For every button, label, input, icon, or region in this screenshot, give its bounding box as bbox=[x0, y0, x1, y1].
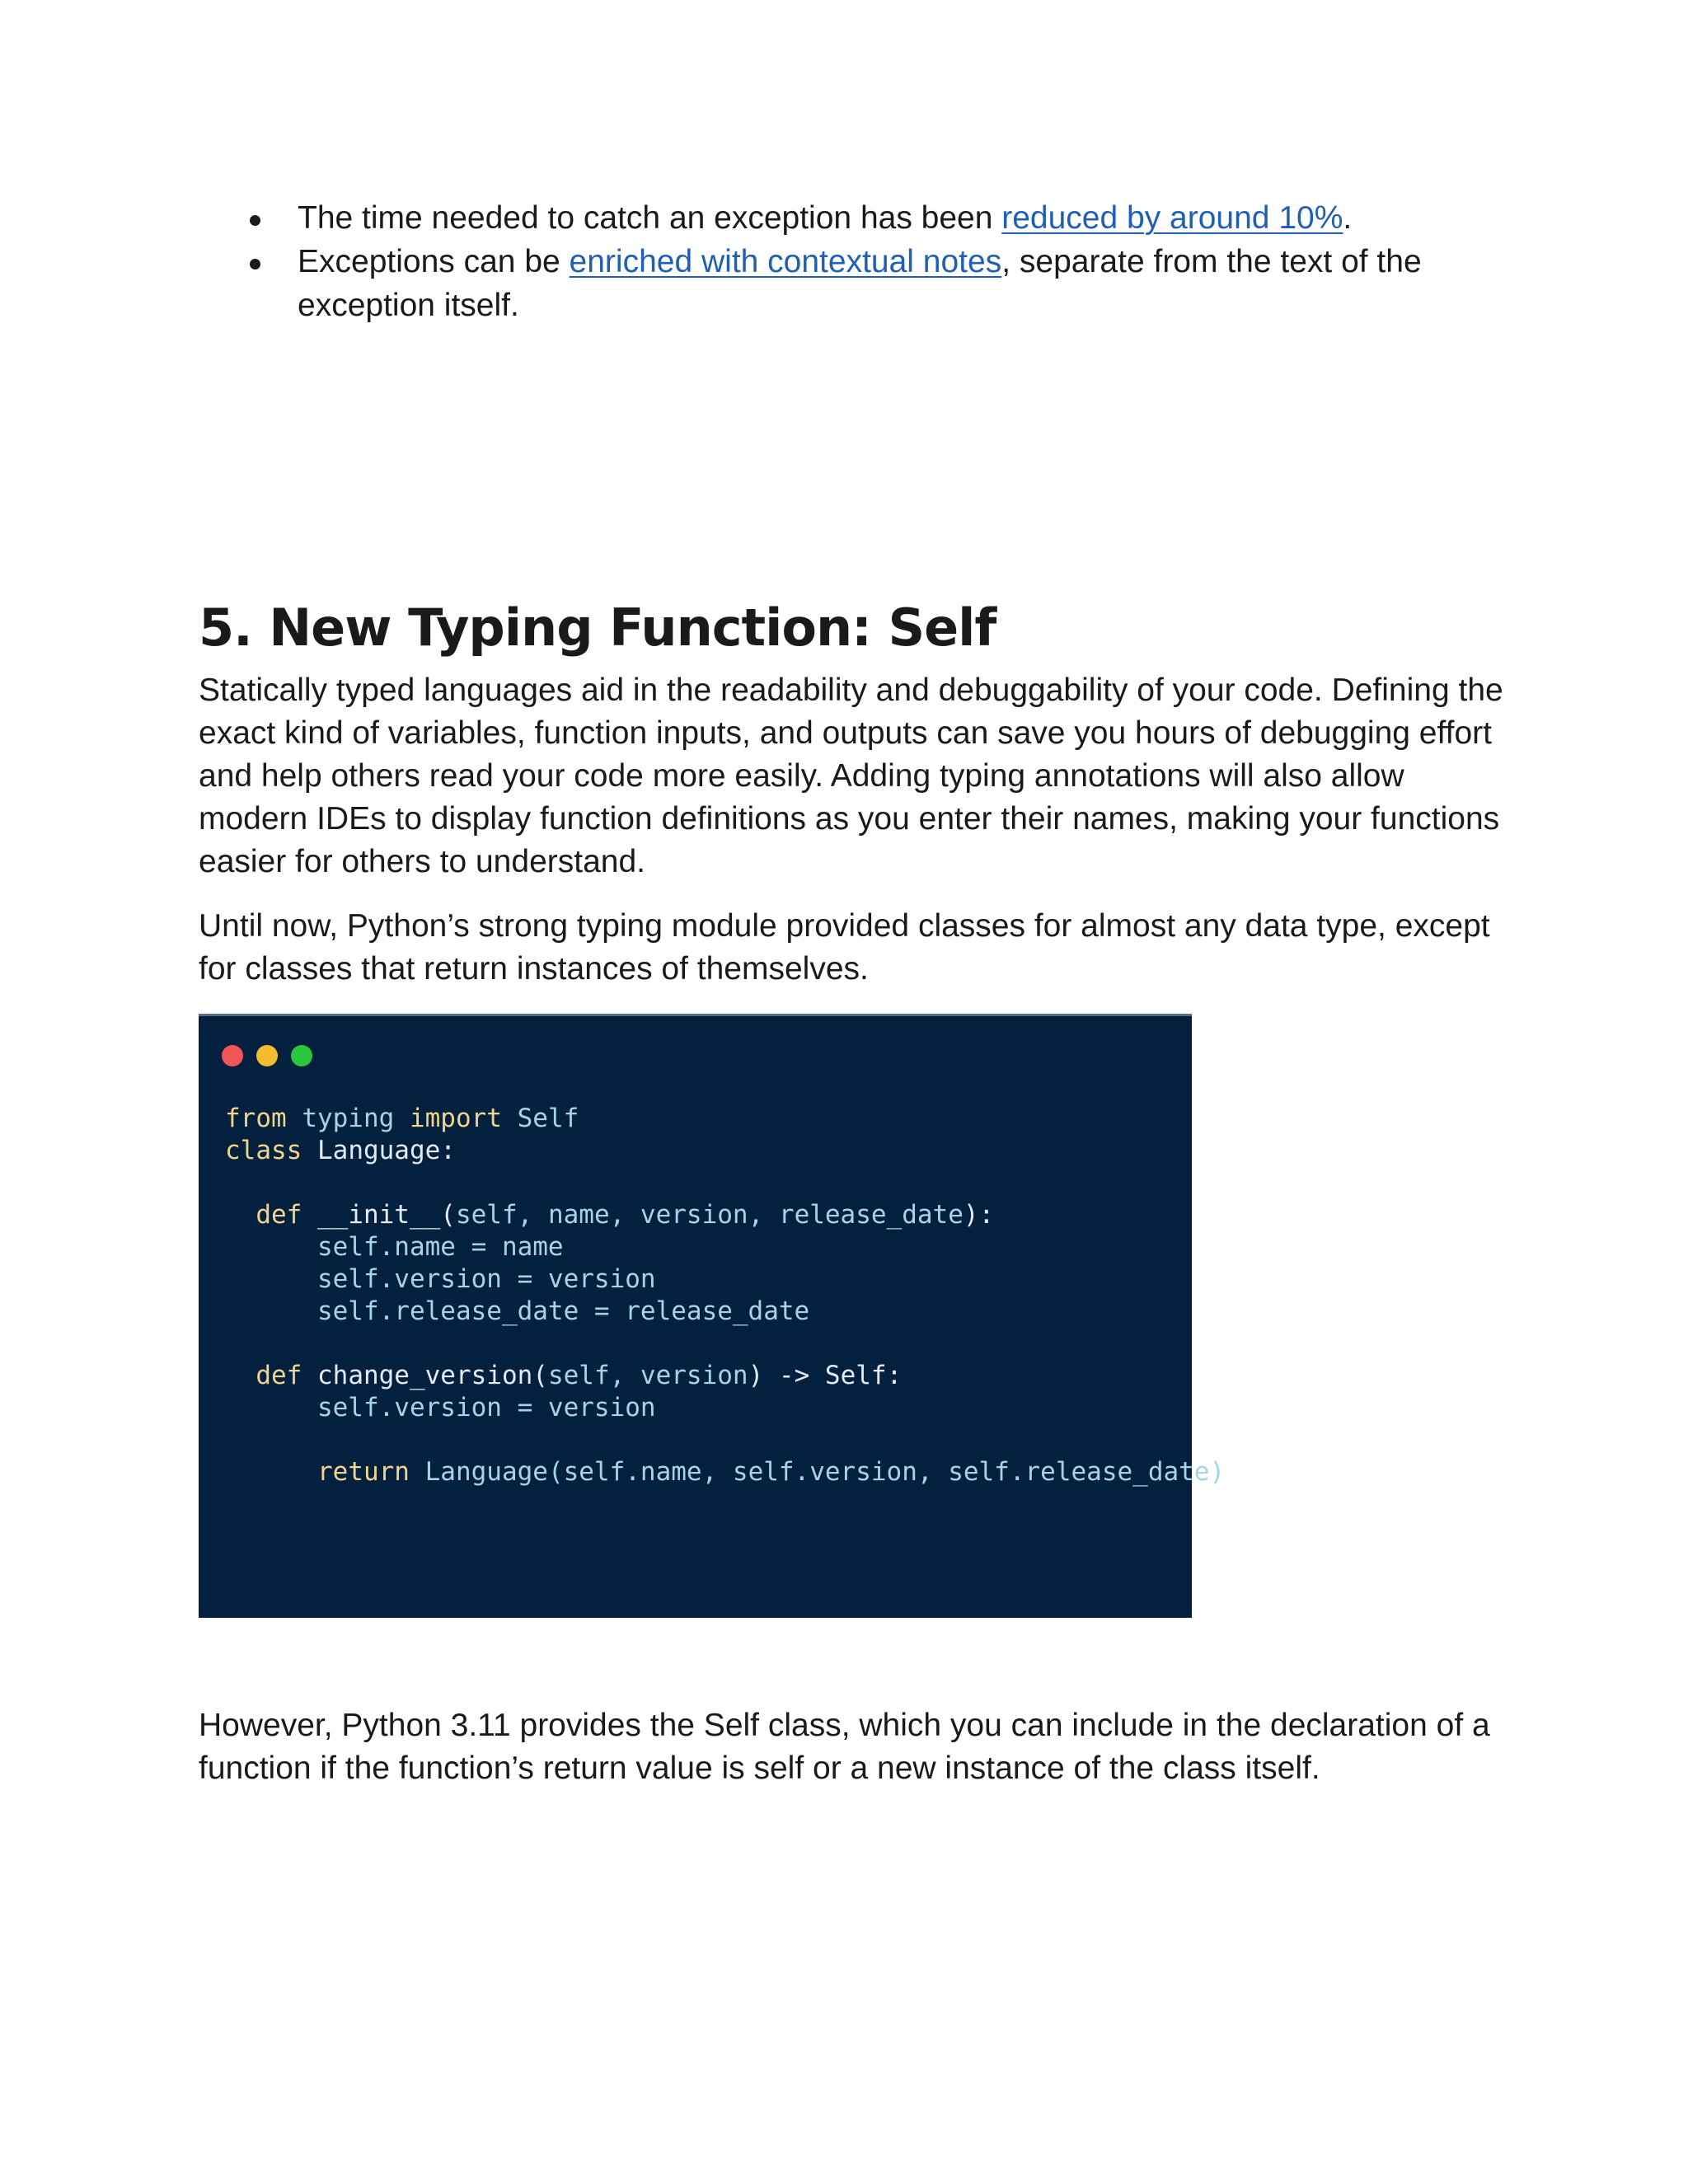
list-item bbox=[199, 240, 1509, 327]
yellow-dot-icon bbox=[256, 1045, 278, 1066]
bullet-text: . bbox=[1343, 200, 1353, 236]
exception-bullet-list bbox=[199, 196, 1509, 327]
body-paragraph: However, Python 3.11 provides the Self class, which you can include in the declaration of a function if the function’s return value is self or a new instance of the class itself. bbox=[199, 1708, 1490, 1786]
code-keyword: import bbox=[409, 1104, 502, 1133]
code-line: self.version = version bbox=[225, 1264, 656, 1294]
code-keyword: from bbox=[225, 1104, 287, 1133]
code-line: self.release_date = release_date bbox=[225, 1296, 810, 1326]
window-controls bbox=[222, 1045, 312, 1066]
code-token: ): bbox=[963, 1200, 995, 1230]
code-keyword: class bbox=[225, 1136, 302, 1165]
red-dot-icon bbox=[222, 1045, 243, 1066]
bullet-text: , separate from the text of the exception itself. bbox=[298, 244, 1422, 323]
code-keyword: return bbox=[225, 1457, 410, 1487]
bullet-dot-icon bbox=[250, 259, 260, 269]
code-token: Self bbox=[501, 1104, 579, 1133]
code-token: __init__( bbox=[302, 1200, 456, 1230]
code-keyword: def bbox=[225, 1361, 302, 1390]
contextual-notes-link[interactable]: enriched with contextual notes bbox=[569, 244, 1002, 279]
green-dot-icon bbox=[291, 1045, 312, 1066]
code-token: Language: bbox=[302, 1136, 456, 1165]
code-keyword: def bbox=[225, 1200, 302, 1230]
code-token: change_version( bbox=[302, 1361, 548, 1390]
bullet-text: The time needed to catch an exception has been bbox=[298, 200, 1002, 236]
list-item bbox=[199, 196, 1509, 240]
code-token: Language(self.name, self.version, self.release_date) bbox=[409, 1457, 1226, 1487]
code-token: self, name, version, release_date bbox=[455, 1200, 964, 1230]
body-paragraph: Until now, Python’s strong typing module provided classes for almost any data type, except for classes that return instances of themselves. bbox=[199, 908, 1490, 987]
code-line: self.name = name bbox=[225, 1232, 564, 1262]
body-paragraph: Statically typed languages aid in the readability and debuggability of your code. Defining the exact kind of variables, function inputs, and outputs can save you hours of debugging effort and help others read your code more easily. Adding typing annotations will also allow modern IDEs to display function definitions as you enter their names, making your functions easier for others to understand. bbox=[199, 673, 1503, 879]
code-block bbox=[225, 1103, 1225, 1488]
bullet-dot-icon bbox=[250, 215, 260, 226]
reduced-by-10-percent-link[interactable]: reduced by around 10% bbox=[1001, 200, 1343, 236]
code-token: ) -> Self: bbox=[748, 1361, 903, 1390]
code-screenshot bbox=[199, 1014, 1226, 1618]
bullet-text: Exceptions can be bbox=[298, 244, 570, 279]
code-line: self.version = version bbox=[225, 1393, 656, 1422]
code-token: self, version bbox=[547, 1361, 748, 1390]
code-token: typing bbox=[286, 1104, 410, 1133]
section-heading: 5. New Typing Function: Self bbox=[199, 598, 996, 658]
